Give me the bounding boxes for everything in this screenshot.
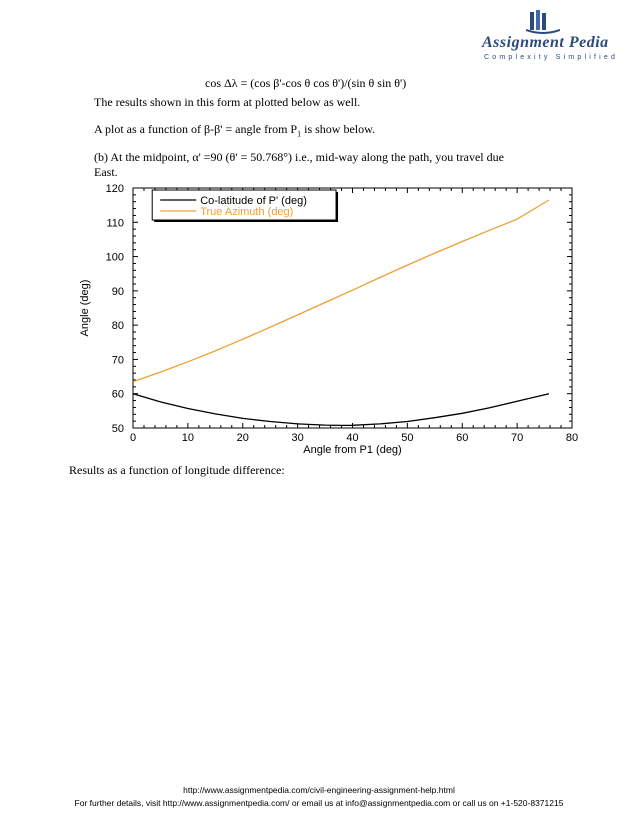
series-line-1 <box>133 200 549 382</box>
y-tick-label: 90 <box>111 285 124 298</box>
y-tick-label: 100 <box>105 251 124 264</box>
book-icon <box>526 10 560 36</box>
y-tick-label: 50 <box>111 423 124 435</box>
footer-url: http://www.assignmentpedia.com/civil-engineering-assignment-help.html <box>183 785 455 795</box>
paragraph-line: Results as a function of longitude difference: <box>69 463 285 477</box>
y-tick-label: 80 <box>111 320 124 333</box>
y-tick-label: 70 <box>111 354 124 367</box>
x-tick-label: 80 <box>565 432 579 444</box>
formula-line: cos Δλ = (cos β'-cos θ cos θ')/(sin θ sin θ') <box>205 76 407 90</box>
x-tick-label: 30 <box>291 432 304 444</box>
x-tick-label: 50 <box>401 432 414 444</box>
paragraph-line <box>94 122 375 138</box>
footer-contact: For further details, visit http://www.assignmentpedia.com/ or email us at info@assignmentpedia.com or call us on +1-520-8371215 <box>74 798 564 808</box>
y-tick-label: 120 <box>105 183 124 195</box>
x-axis-label: Angle from P1 (deg) <box>303 444 402 456</box>
x-tick-label: 20 <box>236 432 249 444</box>
legend-label: Co-latitude of P' (deg) <box>200 195 307 207</box>
x-tick-label: 60 <box>456 432 469 444</box>
line-chart <box>60 178 590 460</box>
chart-series <box>133 200 549 425</box>
x-tick-label: 10 <box>181 432 194 444</box>
y-axis-label: Angle (deg) <box>79 279 91 337</box>
subscript: 1 <box>297 129 302 139</box>
x-tick-label: 40 <box>346 432 359 444</box>
chart-legend <box>152 190 338 222</box>
paragraph-line: The results shown in this form at plotted below as well. <box>94 95 361 109</box>
x-tick-label: 0 <box>129 432 137 444</box>
paragraph-line: (b) At the midpoint, α' =90 (θ' = 50.768°) i.e., mid-way along the path, you travel due <box>94 150 504 164</box>
series-line-0 <box>133 394 549 426</box>
logo-tagline: Complexity Simplified <box>484 54 619 61</box>
chart-axes <box>106 183 578 444</box>
x-tick-label: 70 <box>511 432 524 444</box>
text-span: A plot as a function of β-β' = angle from P <box>94 122 298 136</box>
logo-title: Assignment Pedia <box>482 34 609 51</box>
legend-label: True Azimuth (deg) <box>200 206 294 218</box>
y-tick-label: 60 <box>111 388 124 401</box>
paragraph-line: East. <box>94 165 118 179</box>
y-tick-label: 110 <box>106 217 124 230</box>
text-span: is show below. <box>301 122 375 136</box>
brand-logo <box>470 10 630 70</box>
